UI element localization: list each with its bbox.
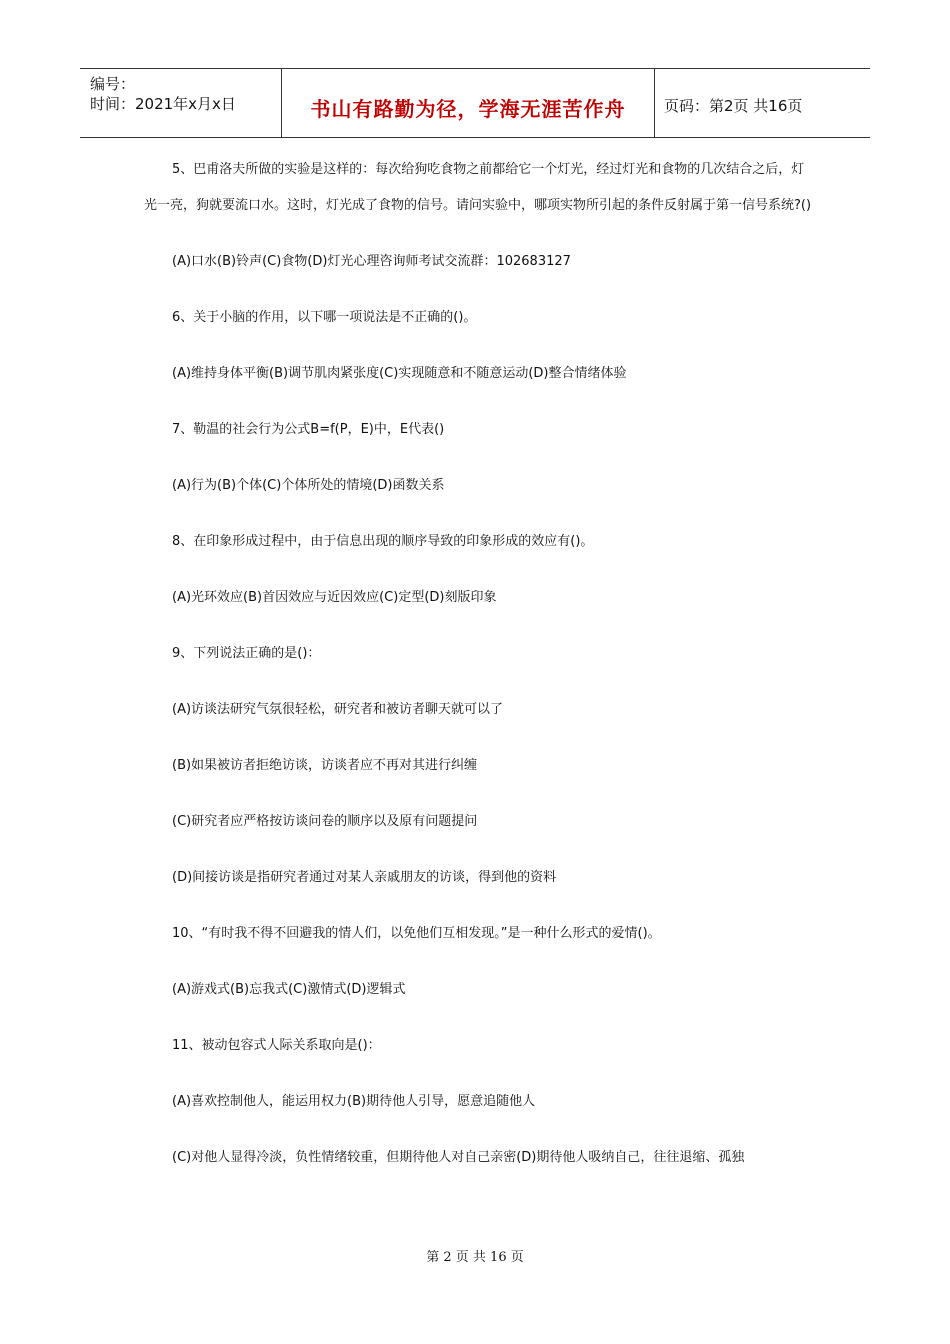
date-label: 时间：2021年x月x日 <box>90 95 236 113</box>
question-stem: 7、勒温的社会行为公式B=f(P，E)中，E代表() <box>172 422 445 437</box>
page-code: 页码：第2页 共16页 <box>664 97 803 115</box>
page-footer: 第 2 页 共 16 页 <box>426 1250 524 1265</box>
motto: 书山有路勤为径，学海无涯苦作舟 <box>310 97 626 121</box>
question-stem: 5、巴甫洛夫所做的实验是这样的：每次给狗吃食物之前都给它一个灯光，经过灯光和食物的几次结合之后，灯光一亮，狗就要流口水。这时，灯光成了食物的信号。请问实验中，哪项实物所引起的条件反射属于第一信号系统?() <box>144 162 812 213</box>
answer-option: (A)喜欢控制他人，能运用权力(B)期待他人引导，愿意追随他人 <box>172 1094 536 1109</box>
answer-option: (C)对他人显得冷淡，负性情绪较重，但期待他人对自己亲密(D)期待他人吸纳自己，往往退缩、孤独 <box>172 1150 745 1165</box>
answer-option: (D)间接访谈是指研究者通过对某人亲戚朋友的访谈，得到他的资料 <box>172 870 557 885</box>
answer-option: (A)游戏式(B)忘我式(C)激情式(D)逻辑式 <box>172 982 406 997</box>
answer-option: (A)访谈法研究气氛很轻松，研究者和被访者聊天就可以了 <box>172 702 504 717</box>
question-stem: 11、被动包容式人际关系取向是()： <box>172 1038 381 1053</box>
answer-option: (A)口水(B)铃声(C)食物(D)灯光心理咨询师考试交流群：102683127 <box>172 254 571 269</box>
question-stem: 10、“有时我不得不回避我的情人们，以免他们互相发现。”是一种什么形式的爱情()。 <box>172 926 661 941</box>
answer-option: (A)维持身体平衡(B)调节肌肉紧张度(C)实现随意和不随意运动(D)整合情绪体验 <box>172 366 627 381</box>
answer-option: (A)行为(B)个体(C)个体所处的情境(D)函数关系 <box>172 478 445 493</box>
question-stem: 9、下列说法正确的是()： <box>172 646 321 661</box>
serial-label: 编号： <box>90 75 136 93</box>
header-left-cell <box>80 69 280 137</box>
question-stem: 8、在印象形成过程中，由于信息出现的顺序导致的印象形成的效应有()。 <box>172 534 594 549</box>
question-stem: 6、关于小脑的作用，以下哪一项说法是不正确的()。 <box>172 310 477 325</box>
document-header <box>80 68 870 138</box>
document-body <box>144 152 814 1176</box>
answer-option: (B)如果被访者拒绝访谈，访谈者应不再对其进行纠缠 <box>172 758 478 773</box>
header-middle-cell <box>281 69 655 137</box>
answer-option: (C)研究者应严格按访谈问卷的顺序以及原有问题提问 <box>172 814 478 829</box>
answer-option: (A)光环效应(B)首因效应与近因效应(C)定型(D)刻版印象 <box>172 590 497 605</box>
header-right-cell <box>654 69 870 137</box>
